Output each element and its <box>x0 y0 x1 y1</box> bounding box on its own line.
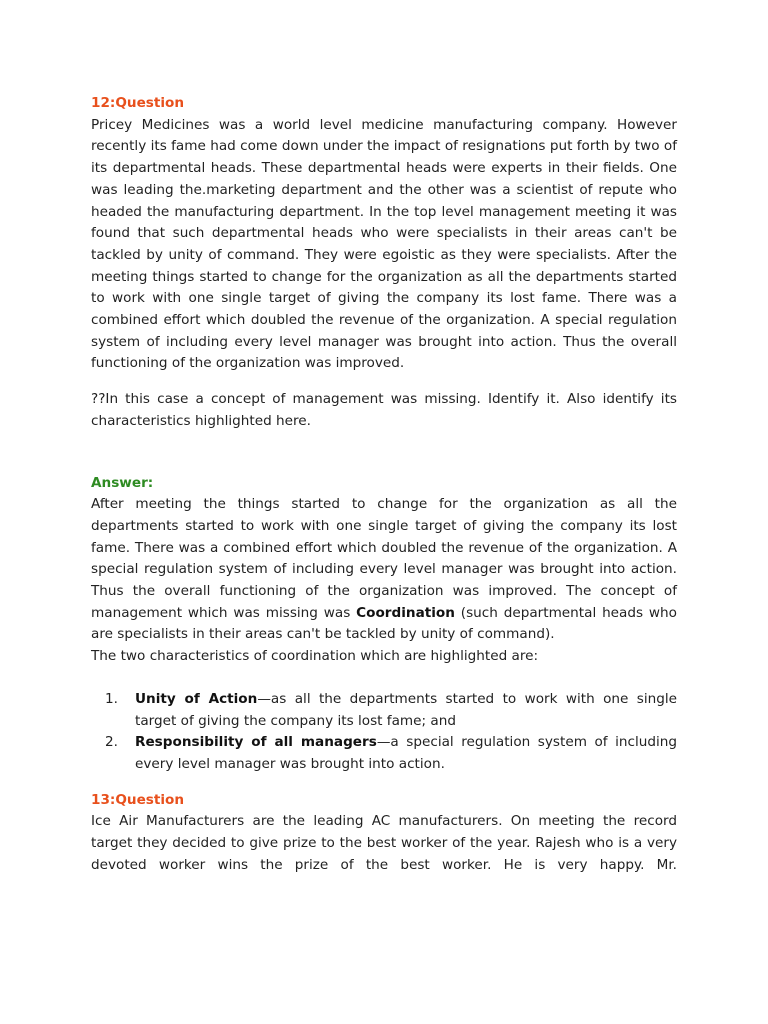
answer-heading: Answer: <box>91 474 154 491</box>
question-12-text: Pricey Medicines was a world level medicine manufacturing company. However recently its fame had come down under the impact of resignations put forth by two of its departmental heads. These departmental heads were experts in their fields. One was leading the.marketing department and the other was a scientist of repute who headed the manufacturing department. In the top level management meeting it was found that such departmental heads who were specialists in their areas can't be tackled by unity of command. They were egoistic as they were specialists. After the meeting things started to change for the organization as all the departments started to work with one single target of giving the company its lost fame. There was a combined effort which doubled the revenue of the organization. A special regulation system of including every level manager was brought into action. Thus the overall functioning of the organization was improved. <box>91 116 677 372</box>
characteristic-text: —as all the departments started to work with one single target of giving the company its lost fame; and <box>135 690 677 729</box>
list-item-number: 2. <box>105 734 118 751</box>
list-item <box>91 689 677 732</box>
list-item <box>91 732 677 775</box>
question-12-heading: 12:Question <box>91 95 185 111</box>
characteristic-text: —a special regulation system of including every level manager was brought into action. <box>135 734 677 772</box>
question-12-prompt: ??In this case a concept of management was missing. Identify it. Also identify its characteristics highlighted here. <box>91 391 677 429</box>
question-13-heading: 13:Question <box>91 791 185 808</box>
answer-text <box>91 494 677 646</box>
characteristics-intro: The two characteristics of coordination which are highlighted are: <box>91 648 539 665</box>
characteristic-term: Responsibility of all managers <box>135 734 377 751</box>
answer-concept-note: (such departmental heads who are specialists in their areas can't be tackled by unity of command). <box>91 604 677 643</box>
characteristic-term: Unity of Action <box>135 690 258 707</box>
characteristics-list <box>91 689 677 776</box>
question-13-text: Ice Air Manufacturers are the leading AC manufacturers. On meeting the record target they decided to give prize to the best worker of the year. Rajesh who is a very devoted worker wins the prize of the best worker. He is very happy. Mr. <box>91 813 677 873</box>
list-item-number: 1. <box>105 690 118 707</box>
answer-body: After meeting the things started to change for the organization as all the departments started to work with one single target of giving the company its lost fame. There was a combined effort which doubled the revenue of the organization. A special regulation system of including every level manager was brought into action. Thus the overall functioning of the organization was improved. The concept of management which was missing was <box>91 496 677 621</box>
document-page <box>91 93 677 877</box>
answer-concept: Coordination <box>356 604 455 621</box>
